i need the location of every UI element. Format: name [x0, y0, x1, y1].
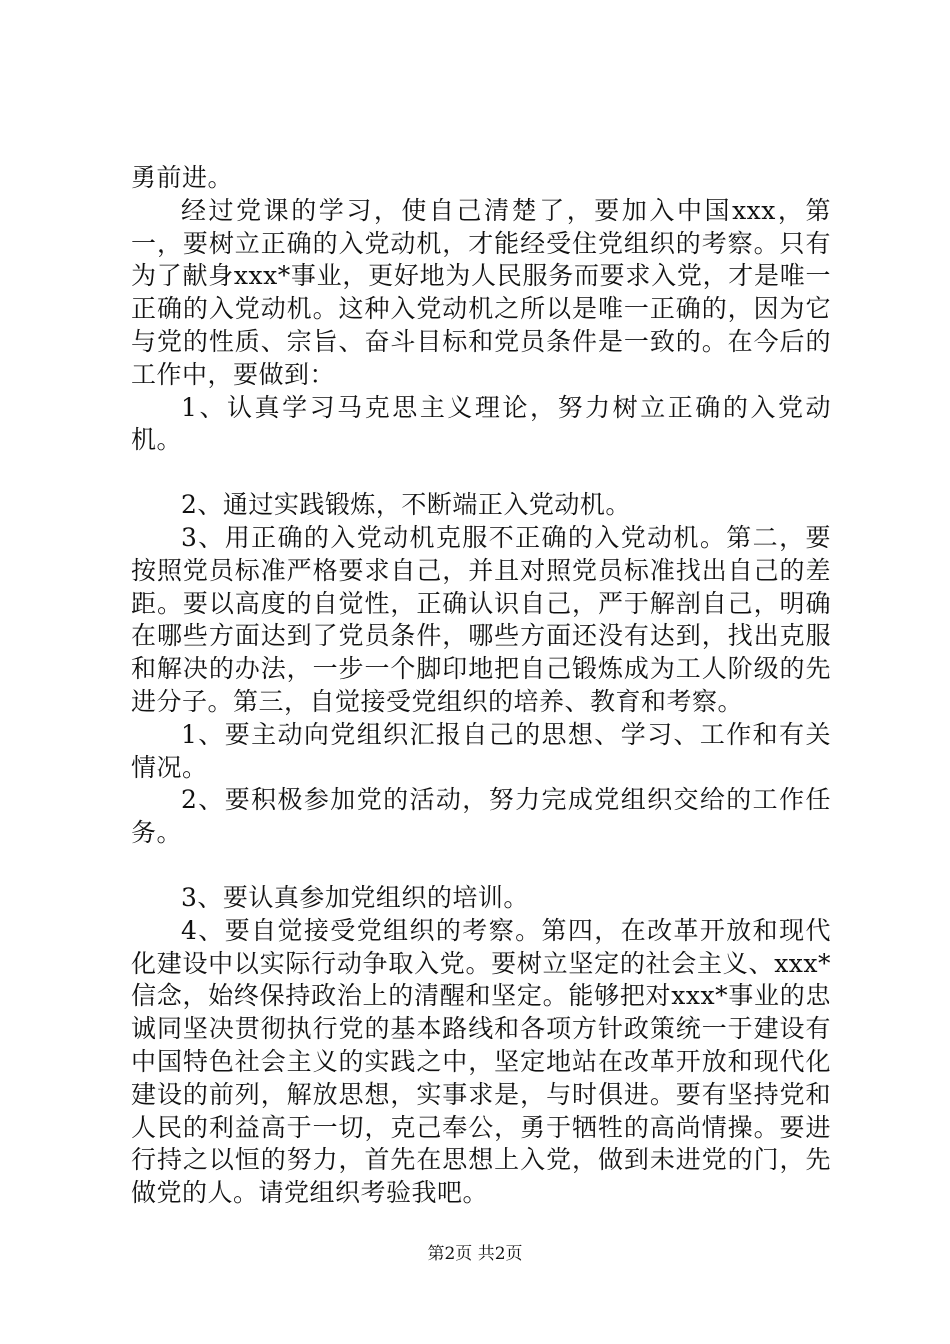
list-item: 3、要认真参加党组织的培训。 [181, 882, 529, 912]
page-number-footer: 第2页 共2页 [427, 1244, 523, 1264]
list-item: 3、用正确的入党动机克服不正确的入党动机。第二，要按照党员标准严格要求自己，并且对照党员标准找出自己的差距。要以高度的自觉性，正确认识自己，严于解剖自己，明确在哪些方面达到了党员条件，哪些方面还没有达到，找出克服和解决的办法，一步一个脚印地把自己锻炼成为工人阶级的先进分子。第三，自觉接受党组织的培养、教育和考察。 [131, 522, 831, 716]
list-item: 1、要主动向党组织汇报自己的思想、学习、工作和有关情况。 [131, 719, 831, 782]
paragraph: 勇前进。 [131, 163, 234, 192]
paragraph: 经过党课的学习，使自己清楚了，要加入中国xxx，第一，要树立正确的入党动机，才能经受住党组织的考察。只有为了献身xxx*事业，更好地为人民服务而要求入党，才是唯一正确的入党动机。这种入党动机之所以是唯一正确的，因为它与党的性质、宗旨、奋斗目标和党员条件是一致的。在今后的工作中，要做到： [131, 195, 831, 389]
document-body [131, 162, 831, 1210]
list-item: 2、通过实践锻炼，不断端正入党动机。 [181, 490, 631, 520]
list-item: 2、要积极参加党的活动，努力完成党组织交给的工作任务。 [131, 785, 831, 848]
list-item: 4、要自觉接受党组织的考察。第四，在改革开放和现代化建设中以实际行动争取入党。要树立坚定的社会主义、xxx*信念，始终保持政治上的清醒和坚定。能够把对xxx*事业的忠诚同坚决贯彻执行党的基本路线和各项方针政策统一于建设有中国特色社会主义的实践之中，坚定地站在改革开放和现代化建设的前列，解放思想，实事求是，与时俱进。要有坚持党和人民的利益高于一切，克己奉公，勇于牺牲的高尚情操。要进行持之以恒的努力，首先在思想上入党，做到未进党的门，先做党的人。请党组织考验我吧。 [131, 915, 831, 1208]
list-item: 1、认真学习马克思主义理论，努力树立正确的入党动机。 [131, 392, 831, 455]
